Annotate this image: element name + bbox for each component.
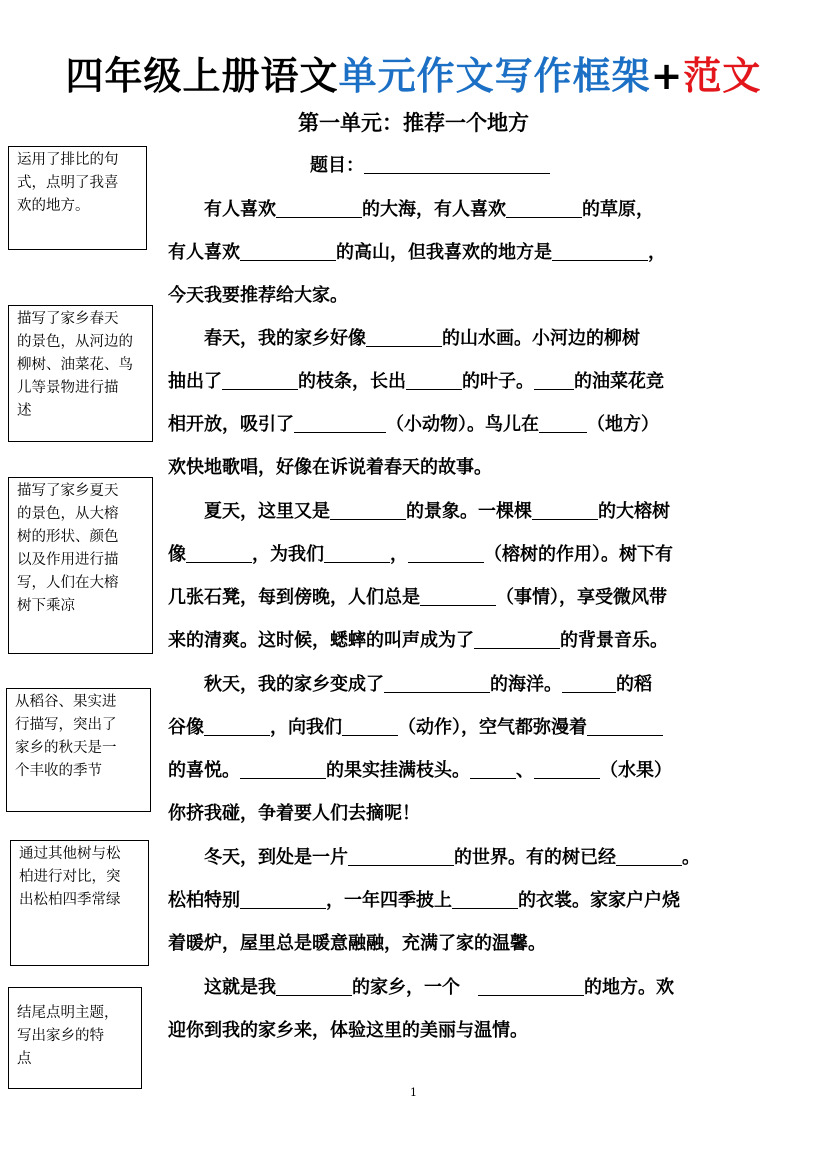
- title-part-black: 四年级上册语文: [65, 54, 339, 98]
- essay-line: 欢快地歌唱，好像在诉说着春天的故事。: [168, 457, 492, 478]
- fill-blank[interactable]: [366, 326, 442, 347]
- fill-blank[interactable]: [342, 715, 398, 736]
- fill-blank[interactable]: [452, 888, 518, 909]
- fill-blank[interactable]: [534, 758, 600, 779]
- essay-line: 春天，我的家乡好像 的山水画。小河边的柳树: [168, 328, 640, 349]
- fill-blank[interactable]: [478, 975, 584, 996]
- annotation-box-ending: 结尾点明主题， 写出家乡的特 点: [8, 987, 142, 1089]
- fill-blank[interactable]: [470, 758, 516, 779]
- essay-line: 你挤我碰，争着要人们去摘呢！: [168, 803, 420, 824]
- annotation-box-spring: 描写了家乡春天 的景色，从河边的 柳树、油菜花、鸟 儿等景物进行描 述: [8, 305, 153, 442]
- topic-label: 题目：: [310, 155, 364, 176]
- essay-line: 着暖炉，屋里总是暖意融融，充满了家的温馨。: [168, 933, 546, 954]
- fill-blank[interactable]: [204, 715, 270, 736]
- essay-line: 来的清爽。这时候，蟋蟀的叫声成为了 的背景音乐。: [168, 630, 668, 651]
- fill-blank[interactable]: [406, 369, 462, 390]
- fill-blank[interactable]: [420, 585, 496, 606]
- fill-blank[interactable]: [222, 369, 298, 390]
- document-title: [0, 50, 827, 102]
- title-part-red: 范文: [683, 54, 762, 98]
- topic-line: [310, 152, 550, 180]
- fill-blank[interactable]: [294, 412, 386, 433]
- annotation-box-summer: 描写了家乡夏天 的景色，从大榕 树的形状、颜色 以及作用进行描 写，人们在大榕 树下乘凉: [8, 477, 153, 654]
- title-part-plus: +: [650, 54, 684, 98]
- essay-line: 今天我要推荐给大家。: [168, 285, 348, 306]
- annotation-box-autumn: 从稻谷、果实进 行描写，突出了 家乡的秋天是一 个丰收的季节: [6, 688, 151, 812]
- essay-line: 几张石凳，每到傍晚，人们总是 （事情），享受微风带: [168, 587, 667, 608]
- fill-blank[interactable]: [348, 845, 454, 866]
- annotation-box-intro: 运用了排比的句 式，点明了我喜 欢的地方。: [8, 146, 147, 250]
- essay-line: 松柏特别 ，一年四季披上 的衣裳。家家户户烧: [168, 890, 680, 911]
- essay-line: 有人喜欢 的大海，有人喜欢 的草原，: [168, 199, 654, 220]
- fill-blank[interactable]: [534, 369, 574, 390]
- fill-blank[interactable]: [330, 499, 406, 520]
- fill-blank[interactable]: [474, 628, 560, 649]
- title-part-blue: 单元作文写作框架: [338, 54, 651, 98]
- essay-line: 像 ，为我们 ， （榕树的作用）。树下有: [168, 544, 673, 565]
- essay-line: 秋天，我的家乡变成了 的海洋。 的稻: [168, 674, 652, 695]
- fill-blank[interactable]: [408, 542, 484, 563]
- fill-blank[interactable]: [186, 542, 252, 563]
- unit-title: 第一单元：推荐一个地方: [298, 111, 529, 135]
- fill-blank[interactable]: [506, 197, 582, 218]
- essay-line: 夏天，这里又是 的景象。一棵棵 的大榕树: [168, 501, 670, 522]
- fill-blank[interactable]: [240, 758, 326, 779]
- essay-line: 这就是我 的家乡，一个 的地方。欢: [168, 977, 674, 998]
- annotation-box-winter: 通过其他树与松 柏进行对比，突 出松柏四季常绿: [10, 840, 149, 966]
- essay-line: 冬天，到处是一片 的世界。有的树已经 。: [168, 847, 700, 868]
- fill-blank[interactable]: [532, 499, 598, 520]
- essay-line: 迎你到我的家乡来，体验这里的美丽与温情。: [168, 1020, 528, 1041]
- essay-line: 的喜悦。 的果实挂满枝头。 、 （水果）: [168, 760, 672, 781]
- essay-line: 相开放，吸引了 （小动物）。鸟儿在 （地方）: [168, 414, 659, 435]
- fill-blank[interactable]: [276, 975, 352, 996]
- fill-blank[interactable]: [384, 672, 490, 693]
- fill-blank[interactable]: [324, 542, 390, 563]
- fill-blank[interactable]: [562, 672, 616, 693]
- essay-line: 抽出了 的枝条，长出 的叶子。 的油菜花竞: [168, 371, 664, 392]
- topic-blank[interactable]: [364, 153, 550, 174]
- page-number: 1: [410, 1086, 417, 1099]
- fill-blank[interactable]: [552, 240, 648, 261]
- essay-line: 谷像 ，向我们 （动作），空气都弥漫着: [168, 714, 663, 742]
- fill-blank[interactable]: [539, 412, 587, 433]
- fill-blank[interactable]: [240, 888, 326, 909]
- fill-blank[interactable]: [616, 845, 682, 866]
- essay-line: 有人喜欢 的高山，但我喜欢的地方是 ，: [168, 242, 666, 263]
- fill-blank[interactable]: [240, 240, 336, 261]
- fill-blank[interactable]: [587, 715, 663, 736]
- fill-blank[interactable]: [276, 197, 362, 218]
